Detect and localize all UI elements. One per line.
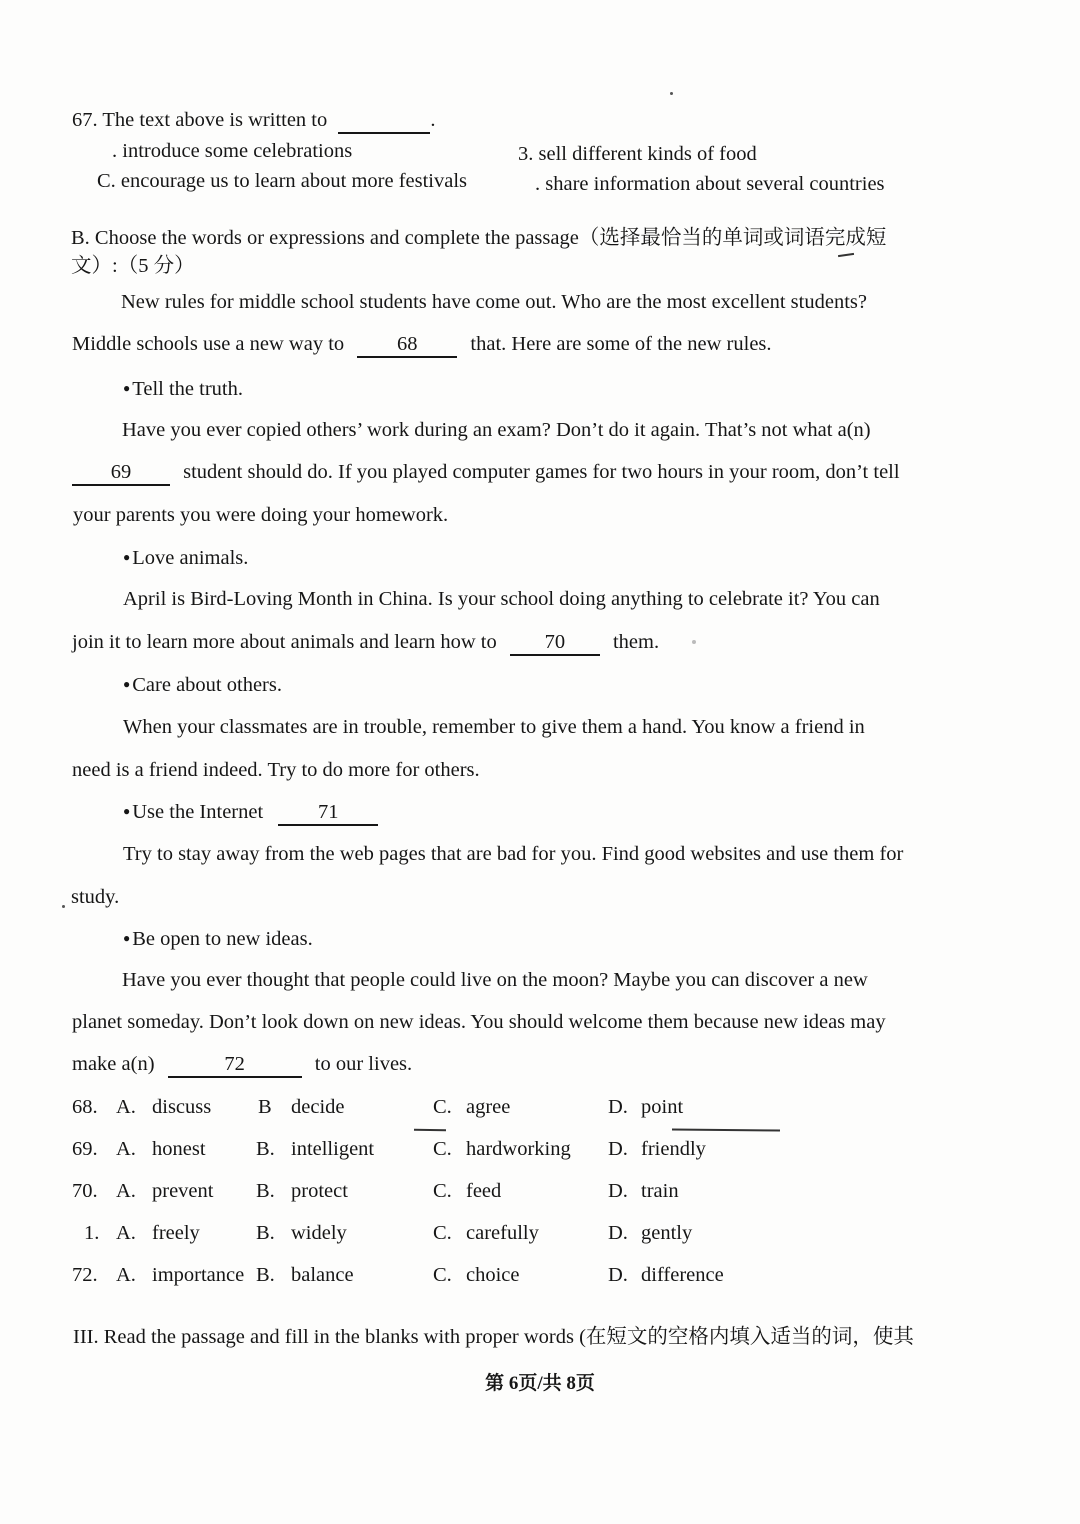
rule-4-line	[123, 802, 378, 826]
choice-letter-c: C.	[433, 1180, 452, 1202]
passage-line: study.	[71, 886, 120, 908]
blank-71: 71	[278, 802, 378, 826]
passage-line-with-blank-70	[72, 632, 659, 656]
question-67-end: .	[430, 109, 436, 131]
speck	[62, 905, 65, 908]
speck	[692, 640, 696, 644]
section-iii-heading: III. Read the passage and fill in the blanks with proper words (在短文的空格内填入适当的词，使其	[73, 1326, 914, 1348]
choice-word-b: widely	[291, 1222, 347, 1244]
choice-letter-a: A.	[116, 1138, 136, 1160]
choice-letter-a: A.	[116, 1222, 136, 1244]
choice-number: 68.	[72, 1096, 98, 1118]
rule-3: ● Care about others.	[123, 675, 282, 696]
choice-letter-b: B.	[256, 1138, 275, 1160]
choice-letter-a: A.	[116, 1264, 136, 1286]
choice-word-d: friendly	[641, 1138, 706, 1160]
passage-text: to our lives.	[314, 1053, 413, 1075]
passage-line: your parents you were doing your homework.	[73, 504, 449, 526]
choice-word-d: difference	[641, 1264, 724, 1286]
choice-row-68	[72, 1096, 832, 1122]
choice-word-a: prevent	[152, 1180, 214, 1202]
choice-word-a: honest	[152, 1138, 206, 1160]
choice-word-b: intelligent	[291, 1138, 375, 1160]
choice-number: 72.	[72, 1264, 98, 1286]
passage-line-with-blank-72	[72, 1054, 412, 1078]
passage-line: April is Bird-Loving Month in China. Is your school doing anything to celebrate it? You can	[123, 588, 880, 610]
choice-row-70	[72, 1180, 832, 1206]
section-b-heading-line1: B. Choose the words or expressions and complete the passage（选择最恰当的单词或词语完成短	[71, 227, 887, 249]
blank-72: 72	[168, 1054, 302, 1078]
choice-word-a: importance	[152, 1264, 245, 1286]
choice-letter-c: C.	[433, 1264, 452, 1286]
rule-4: ● Use the Internet	[123, 801, 263, 823]
choice-letter-b: B.	[256, 1264, 275, 1286]
passage-line: Have you ever copied others’ work during an exam? Don’t do it again. That’s not what a(n)	[122, 419, 871, 441]
choice-word-b: decide	[291, 1096, 345, 1118]
rule-5: ● Be open to new ideas.	[123, 929, 313, 950]
choice-word-c: agree	[466, 1096, 511, 1118]
choice-number: 1.	[84, 1222, 100, 1244]
passage-text: make a(n)	[72, 1053, 155, 1075]
passage-text: student should do. If you played computer games for two hours in your room, don’t tell	[183, 461, 900, 483]
choice-letter-b: B	[258, 1096, 272, 1118]
choice-word-b: protect	[291, 1180, 348, 1202]
choice-letter-b: B.	[256, 1222, 275, 1244]
choice-letter-d: D.	[608, 1096, 628, 1118]
passage-text: Middle schools use a new way to	[72, 333, 345, 355]
passage-line: Have you ever thought that people could live on the moon? Maybe you can discover a new	[122, 969, 868, 991]
passage-line-with-blank-68	[72, 334, 772, 358]
speck	[670, 92, 673, 95]
choice-row-71	[72, 1222, 832, 1248]
rule-1: ● Tell the truth.	[123, 379, 243, 400]
choice-number: 69.	[72, 1138, 98, 1160]
choice-word-c: carefully	[466, 1222, 539, 1244]
page-number: 第 6页/共 8页	[485, 1373, 595, 1394]
passage-text: them.	[612, 631, 660, 653]
passage-text: join it to learn more about animals and learn how to	[72, 631, 497, 653]
blank-68: 68	[357, 334, 457, 358]
passage-line: planet someday. Don’t look down on new ideas. You should welcome them because new ideas may	[72, 1011, 886, 1033]
question-67-option-c: C. encourage us to learn about more festivals	[97, 170, 468, 192]
choice-row-69	[72, 1138, 832, 1164]
question-67-option-d: . share information about several countries	[535, 173, 885, 195]
passage-line-with-blank-69	[72, 462, 900, 486]
passage-text: that. Here are some of the new rules.	[470, 333, 772, 355]
choice-word-d: train	[641, 1180, 679, 1202]
blank-69: 69	[72, 462, 170, 486]
passage-line: New rules for middle school students have come out. Who are the most excellent students?	[121, 291, 867, 313]
question-67-text: 67. The text above is written to	[72, 109, 328, 131]
choice-letter-c: C.	[433, 1096, 452, 1118]
passage-line: Try to stay away from the web pages that are bad for you. Find good websites and use them for	[123, 843, 904, 865]
choice-word-c: choice	[466, 1264, 520, 1286]
choice-word-d: point	[641, 1096, 684, 1118]
choice-word-d: gently	[641, 1222, 693, 1244]
passage-line: need is a friend indeed. Try to do more for others.	[72, 759, 480, 781]
choice-letter-c: C.	[433, 1222, 452, 1244]
question-67-option-b: 3. sell different kinds of food	[518, 143, 757, 165]
pencil-stroke	[838, 253, 854, 257]
choice-letter-d: D.	[608, 1180, 628, 1202]
pencil-stroke	[672, 1129, 780, 1131]
question-67-blank	[338, 110, 430, 134]
choice-word-a: freely	[152, 1222, 200, 1244]
choice-word-c: feed	[466, 1180, 502, 1202]
choice-letter-b: B.	[256, 1180, 275, 1202]
choice-word-a: discuss	[152, 1096, 212, 1118]
question-67-stem	[72, 110, 436, 134]
choice-letter-a: A.	[116, 1096, 136, 1118]
choice-letter-c: C.	[433, 1138, 452, 1160]
choice-letter-d: D.	[608, 1138, 628, 1160]
rule-2: ● Love animals.	[123, 548, 248, 569]
section-b-heading-line2: 文）:（5 分）	[71, 255, 195, 277]
choice-word-b: balance	[291, 1264, 354, 1286]
choice-letter-d: D.	[608, 1222, 628, 1244]
choice-letter-a: A.	[116, 1180, 136, 1202]
passage-line: When your classmates are in trouble, remember to give them a hand. You know a friend in	[123, 716, 865, 738]
pencil-stroke	[414, 1129, 446, 1131]
choice-number: 70.	[72, 1180, 98, 1202]
question-67-option-a: . introduce some celebrations	[112, 140, 353, 162]
blank-70: 70	[510, 632, 600, 656]
choice-word-c: hardworking	[466, 1138, 571, 1160]
choice-row-72	[72, 1264, 832, 1290]
choice-letter-d: D.	[608, 1264, 628, 1286]
